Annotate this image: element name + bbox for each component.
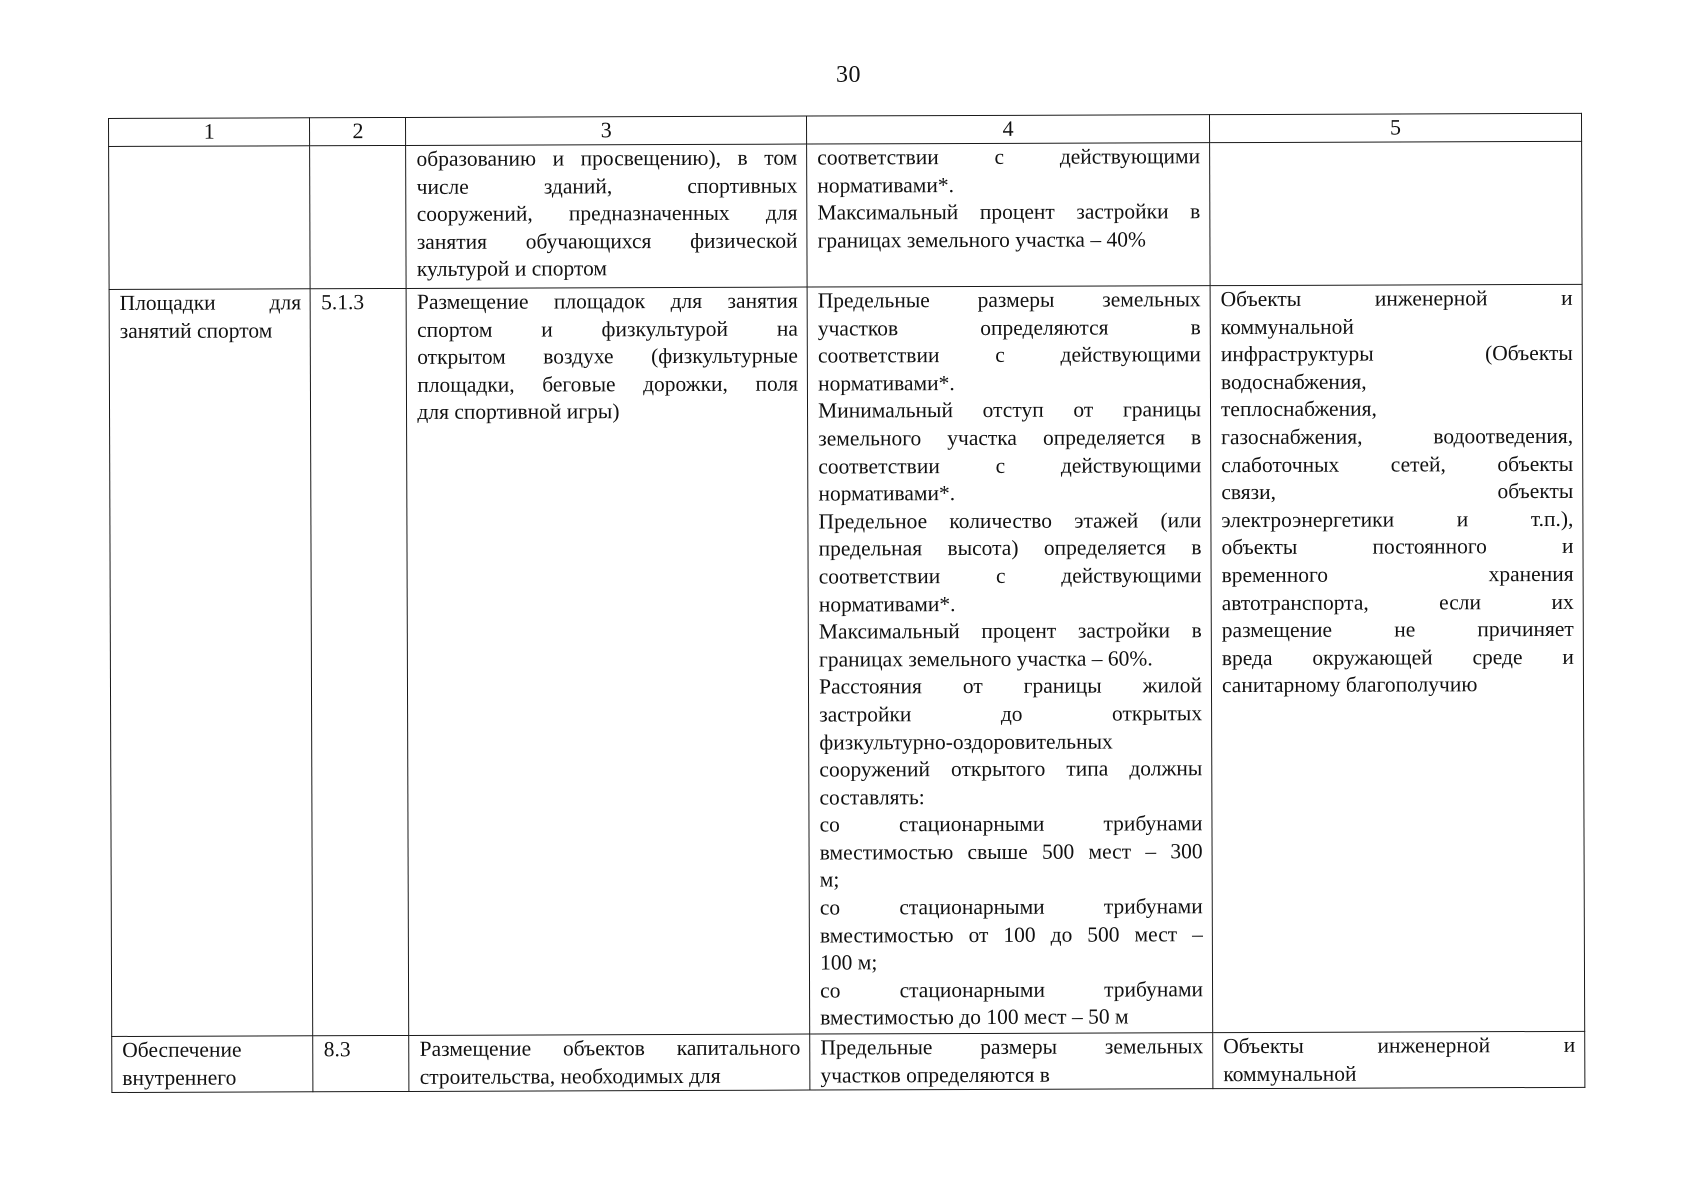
cell-text-line: Предельные размеры земельных: [820, 1034, 1204, 1060]
cell-text-line: занятий спортом: [119, 318, 273, 343]
cell-text-line: Расстояния от границы жилой: [819, 673, 1203, 699]
cell-text-line: инфраструктуры (Объекты: [1220, 341, 1573, 367]
cell-parameters: [807, 286, 1212, 1034]
cell-text-line: участков определяются в: [817, 314, 1201, 341]
cell-text-line: газоснабжения, водоотведения,: [1221, 423, 1574, 450]
cell-land-use-name: [109, 289, 313, 1037]
cell-text-line: со стационарными трибунами: [820, 977, 1204, 1003]
cell-text-line: земельного участка определяется в: [818, 425, 1202, 451]
cell-text-line: со стационарными трибунами: [819, 811, 1203, 837]
cell-text-line: слаботочных сетей, объекты: [1221, 451, 1574, 477]
cell-text-line: соответствии с действующими: [818, 563, 1202, 589]
cell-land-use-description: [406, 144, 807, 288]
cell-text-line: сооружений, предназначенных для: [416, 200, 798, 227]
cell-text-line: Объекты инженерной и: [1220, 285, 1573, 312]
cell-text-line: теплоснабжения,: [1220, 396, 1377, 422]
cell-text-line: Предельные размеры земельных: [817, 287, 1201, 313]
table-row: [112, 1031, 1585, 1092]
cell-text-line: открытом воздухе (физкультурные: [417, 343, 798, 370]
cell-text-line: коммунальной: [1223, 1061, 1357, 1086]
cell-land-use-code: [310, 145, 406, 288]
cell-land-use-code: 5.1.3: [311, 288, 410, 1035]
cell-text-line: соответствии с действующими: [817, 144, 1201, 170]
cell-land-use-description: [409, 1034, 810, 1092]
cell-land-use-name: [109, 146, 311, 290]
cell-text-line: Площадки для: [119, 290, 302, 315]
regulations-table: [108, 113, 1585, 1093]
cell-text-line: Минимальный отступ от границы: [818, 397, 1202, 423]
cell-auxiliary-uses: [1213, 1031, 1585, 1088]
cell-text-line: внутреннего: [122, 1065, 237, 1090]
cell-text-line: границах земельного участка – 40%: [817, 227, 1146, 253]
cell-text-line: нормативами*.: [818, 591, 956, 617]
cell-text-line: физкультурно-оздоровительных: [819, 728, 1113, 755]
cell-text-line: для спортивной игры): [417, 399, 620, 425]
cell-text-line: электроэнергетики и т.п.),: [1221, 506, 1574, 532]
cell-text-line: Обеспечение: [122, 1037, 242, 1062]
cell-text-line: числе зданий, спортивных: [416, 173, 798, 199]
cell-text-line: спортом и физкультурой на: [417, 316, 798, 342]
cell-text-line: вместимостью от 100 до 500 мест –: [819, 921, 1203, 948]
column-header-4: 4: [807, 115, 1210, 144]
cell-text-line: 100 м;: [820, 950, 878, 975]
column-header-1: 1: [109, 118, 311, 147]
cell-text-line: Максимальный процент застройки в: [818, 618, 1202, 644]
cell-text-line: м;: [819, 867, 840, 892]
cell-land-use-code: 8.3: [313, 1035, 409, 1092]
cell-text-line: Размещение объектов капитального: [419, 1035, 801, 1061]
column-header-2: 2: [310, 117, 406, 145]
cell-text-line: границах земельного участка – 60%.: [818, 646, 1153, 672]
cell-text-line: застройки до открытых: [819, 701, 1203, 727]
cell-text-line: нормативами*.: [817, 370, 955, 396]
cell-text-line: автотранспорта, если их: [1221, 589, 1574, 615]
page-number: 30: [836, 62, 861, 88]
cell-text-line: культурой и спортом: [416, 256, 608, 282]
cell-text-line: коммунальной: [1220, 314, 1354, 339]
cell-text-line: Предельное количество этажей (или: [818, 507, 1202, 534]
table-row: [109, 141, 1582, 289]
cell-text-line: санитарному благополучию: [1221, 672, 1478, 698]
cell-text-line: строительства, необходимых для: [419, 1063, 721, 1089]
cell-text-line: участков определяются в: [820, 1062, 1050, 1088]
cell-text-line: нормативами*.: [817, 172, 955, 198]
cell-text-line: образованию и просвещению), в том: [416, 145, 798, 171]
cell-parameters: [810, 1033, 1213, 1091]
cell-text-line: нормативами*.: [818, 481, 956, 506]
cell-text-line: сооружений открытого типа должны: [819, 756, 1203, 782]
cell-text-line: объекты постоянного и: [1221, 534, 1574, 560]
column-header-3: 3: [406, 116, 807, 145]
cell-text-line: временного хранения: [1221, 561, 1574, 588]
cell-auxiliary-uses: [1210, 284, 1585, 1032]
column-header-5: 5: [1209, 113, 1581, 142]
cell-text-line: вместимостью до 100 мест – 50 м: [820, 1004, 1129, 1030]
cell-text-line: вместимостью свыше 500 мест – 300: [819, 839, 1203, 865]
cell-land-use-description: [406, 287, 809, 1035]
cell-text-line: занятия обучающихся физической: [416, 228, 798, 254]
cell-text-line: водоснабжения,: [1220, 369, 1367, 394]
cell-text-line: соответствии с действующими: [818, 452, 1202, 479]
cell-text-line: связи, объекты: [1221, 479, 1574, 505]
cell-text-line: вреда окружающей среде и: [1221, 644, 1574, 670]
cell-text-line: площадки, беговые дорожки, поля: [417, 371, 799, 397]
cell-text-line: со стационарными трибунами: [819, 894, 1203, 920]
cell-text-line: Объекты инженерной и: [1223, 1032, 1576, 1059]
cell-auxiliary-uses: [1210, 141, 1583, 285]
cell-text-line: составлять:: [819, 784, 925, 810]
cell-text-line: предельная высота) определяется в: [818, 535, 1202, 561]
table-row: [109, 284, 1585, 1036]
cell-land-use-name: [112, 1036, 314, 1093]
cell-text-line: размещение не причиняет: [1221, 617, 1574, 643]
cell-text-line: Размещение площадок для занятия: [416, 288, 798, 314]
cell-parameters: [807, 143, 1210, 287]
cell-text-line: соответствии с действующими: [817, 342, 1201, 368]
cell-text-line: Максимальный процент застройки в: [817, 199, 1201, 225]
